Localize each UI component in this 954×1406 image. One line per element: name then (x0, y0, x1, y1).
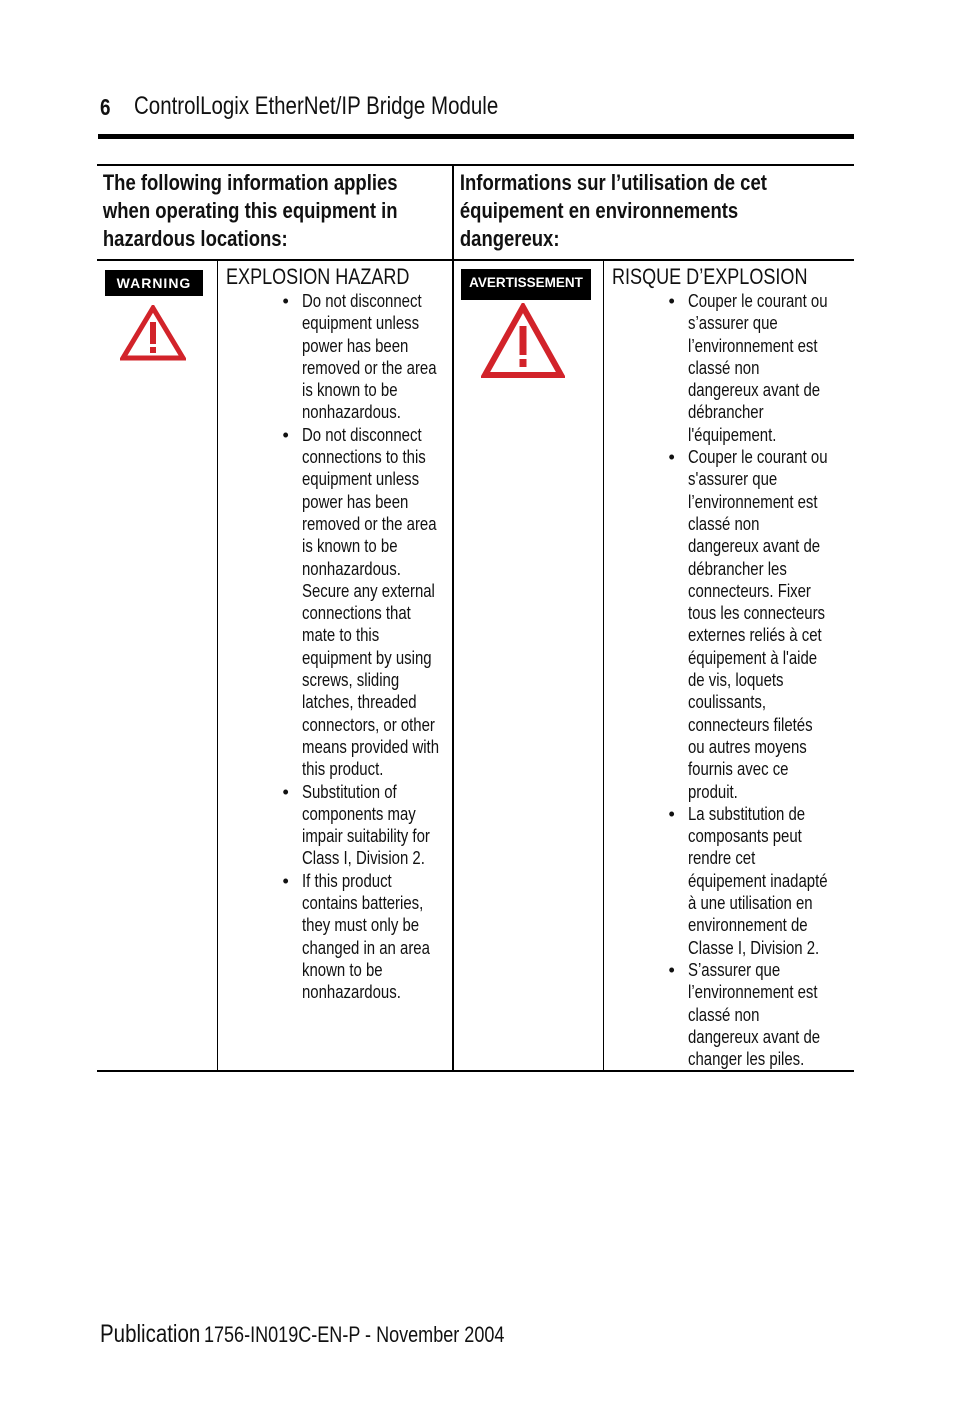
bullet-text: Couper le courant ou s'assurer que l’environnement est classé non dangereux avant de débrancher les connecteurs. Fixer tous les connecteurs externes reliés à cet équipement à l'aide de vis, loquets coulissants, connecteurs filetés ou autres moyens fournis avec ce produit. (687, 447, 828, 802)
page-title: ControlLogix EtherNet/IP Bridge Module (134, 92, 499, 120)
hazardous-locations-table (97, 164, 854, 1072)
bullet-dot: • (668, 803, 675, 824)
list-item (612, 959, 855, 1070)
list-item (612, 803, 855, 959)
bullet-dot: • (282, 291, 289, 311)
bullet-dot: • (668, 447, 675, 468)
list-item (226, 870, 453, 1004)
english-heading: The following information applies when operating this equipment in hazardous locations: (102, 170, 398, 251)
french-bullet-list (612, 290, 855, 1070)
list-item (226, 290, 453, 424)
bullet-dot: • (282, 424, 289, 445)
list-item (612, 446, 855, 803)
table-body-row (97, 260, 854, 1071)
bullet-text: Do not disconnect connections to this equipment unless power has been removed or the area is known to be nonhazardous. Secure any external connections that mate to this equipment by using screws, sliding latches, threaded connectors, or other means provided with this product. (301, 424, 439, 780)
french-message-cell (603, 260, 854, 1071)
bullet-text: If this product contains batteries, they must only be changed in an area known to be nonhazardous. (301, 870, 430, 1003)
french-hazard-title: RISQUE D’EXPLOSION (611, 264, 807, 289)
french-signal-cell (453, 260, 603, 1071)
french-heading-cell (453, 165, 854, 260)
warning-triangle-icon (120, 305, 186, 361)
english-heading-cell (97, 165, 453, 260)
warning-label: WARNING (105, 270, 203, 296)
bullet-text: Do not disconnect equipment unless power has been removed or the area is known to be nonhazardous. (301, 291, 437, 423)
english-bullet-list (226, 290, 453, 1004)
page-number: 6 (100, 94, 111, 120)
french-heading: Informations sur l’utilisation de cet équipement en environnements dangereux: (459, 170, 767, 251)
bullet-text: Substitution of components may impair suitability for Class I, Division 2. (301, 781, 430, 869)
bullet-dot: • (282, 870, 289, 891)
publication-label: Publication (100, 1320, 201, 1348)
warning-triangle-icon (481, 303, 565, 379)
english-hazard-title: EXPLOSION HAZARD (225, 264, 409, 289)
bullet-text: Couper le courant ou s’assurer que l’environnement est classé non dangereux avant de débrancher l'équipement. (687, 291, 828, 445)
list-item (226, 781, 453, 870)
header-rule (98, 134, 854, 139)
bullet-text: S’assurer que l’environnement est classé non dangereux avant de changer les piles. (687, 959, 820, 1070)
table-header-row (97, 165, 854, 260)
english-message-cell (217, 260, 453, 1071)
english-signal-cell (97, 260, 217, 1071)
list-item (226, 424, 453, 781)
publication-number: 1756-IN019C-EN-P - November 2004 (203, 1322, 505, 1347)
bullet-dot: • (668, 959, 675, 980)
bullet-dot: • (282, 781, 289, 802)
page-footer (100, 1320, 504, 1349)
bullet-dot: • (668, 291, 675, 311)
bullet-text: La substitution de composants peut rendre cet équipement inadapté à une utilisation en environnement de Classe I, Division 2. (687, 803, 828, 958)
avertissement-label: AVERTISSEMENT (461, 269, 591, 300)
list-item (612, 290, 855, 446)
